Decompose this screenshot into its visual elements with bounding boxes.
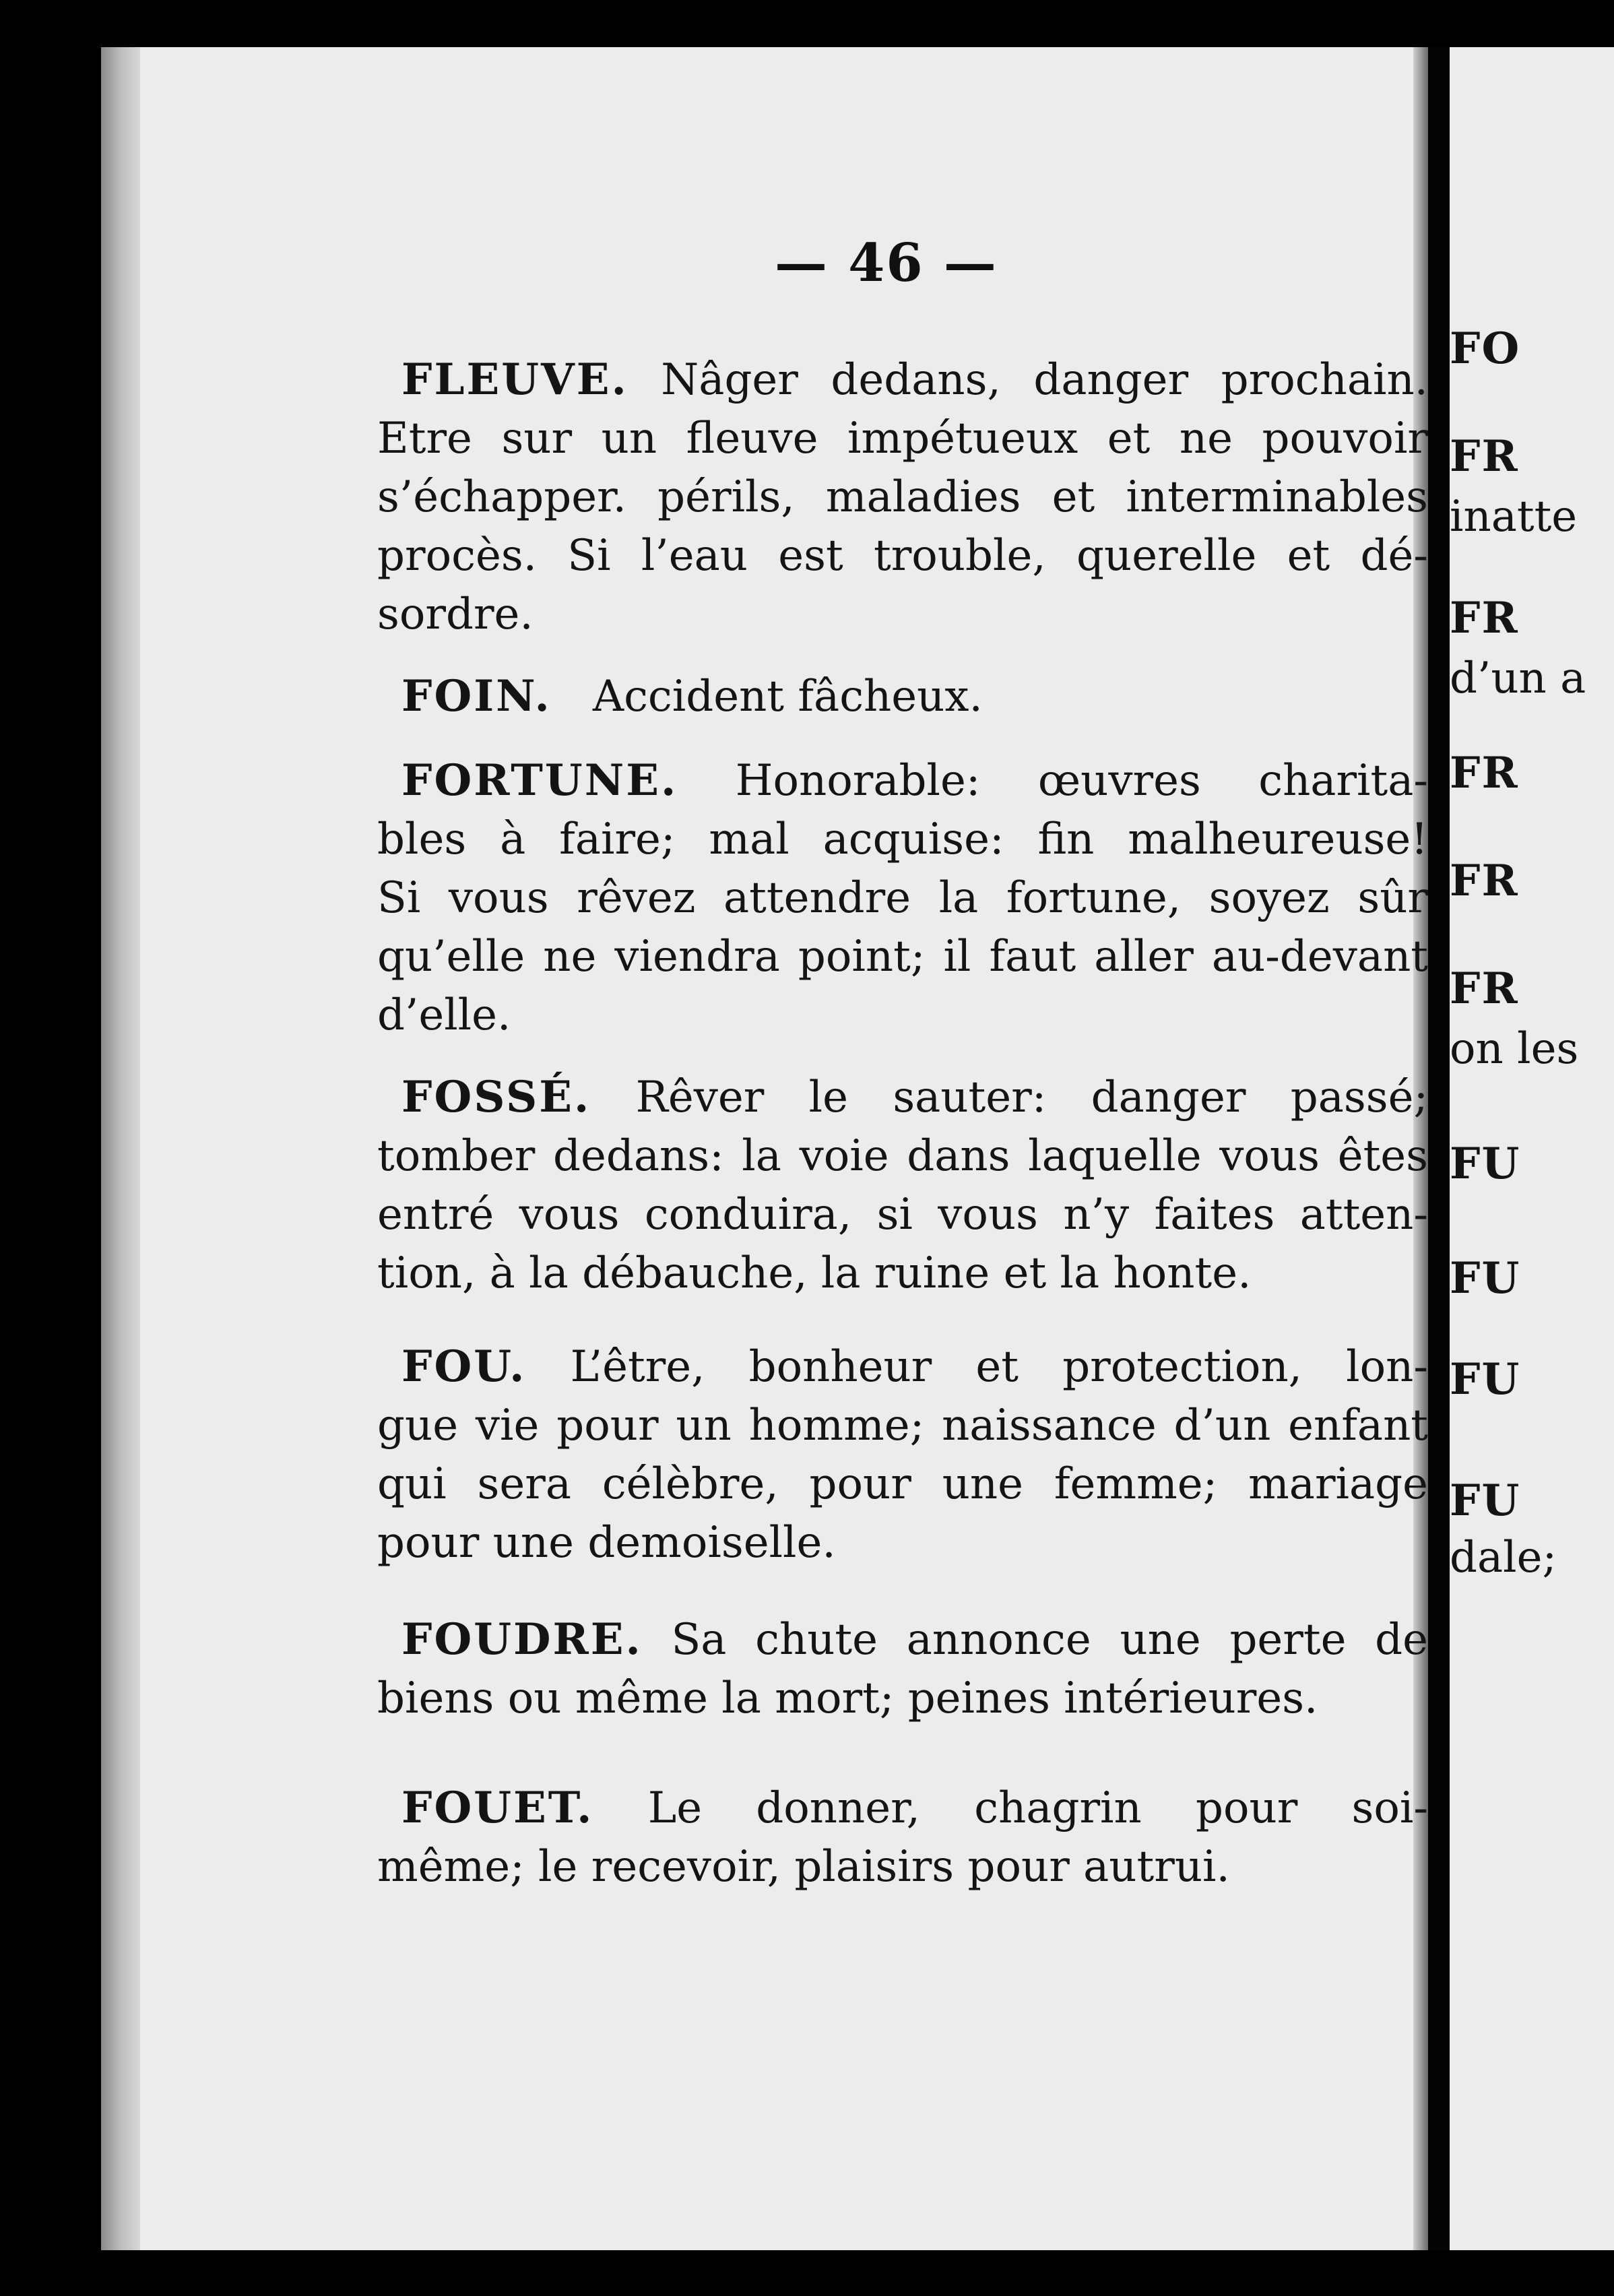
dictionary-entry xyxy=(377,751,1428,1045)
right-page-cropped xyxy=(1450,47,1614,2250)
entry-line: biens ou même la mort; peines intérieures. xyxy=(377,1673,1318,1723)
right-fragment: FR xyxy=(1450,748,1519,798)
right-fragment: FR xyxy=(1450,856,1519,906)
right-fragment: FO xyxy=(1450,323,1521,374)
entry-first-line: Honorable: œuvres charita- xyxy=(735,756,1429,806)
entry-line: pour une demoiselle. xyxy=(377,1518,836,1568)
page-number: — 46 — xyxy=(775,232,998,294)
dictionary-entry xyxy=(377,1337,1428,1572)
right-fragment: FU xyxy=(1450,1139,1521,1189)
dictionary-entry xyxy=(377,667,1428,726)
entry-line: entré vous conduira, si vous n’y faites atten- xyxy=(377,1190,1428,1240)
right-fragment: inatte xyxy=(1450,492,1578,542)
entry-headword: FOUDRE. xyxy=(401,1614,643,1665)
entry-headword: FOU. xyxy=(401,1341,527,1392)
entry-first-line: Rêver le sauter: danger passé; xyxy=(635,1073,1429,1122)
entry-first-line: Nâger dedans, danger prochain. xyxy=(661,355,1429,405)
entry-first-line: Accident fâcheux. xyxy=(592,672,983,722)
entry-line: d’elle. xyxy=(377,990,511,1040)
right-fragment: FU xyxy=(1450,1354,1521,1405)
entry-line: Si vous rêvez attendre la fortune, soyez sûr xyxy=(377,873,1428,923)
entry-headword: FORTUNE. xyxy=(401,755,678,806)
dictionary-entry xyxy=(377,350,1428,644)
entry-headword: FOIN. xyxy=(401,671,552,722)
entry-headword: FOSSÉ. xyxy=(401,1072,591,1122)
right-fragment: on les xyxy=(1450,1024,1579,1074)
entry-line: s’échapper. périls, maladies et interminables xyxy=(377,472,1428,522)
entry-line: tomber dedans: la voie dans laquelle vous êtes xyxy=(377,1131,1428,1181)
entry-line: tion, à la débauche, la ruine et la honte. xyxy=(377,1248,1252,1298)
right-fragment: FR xyxy=(1450,431,1519,482)
dictionary-entry xyxy=(377,1610,1428,1728)
dictionary-entry xyxy=(377,1068,1428,1303)
right-fragment: FR xyxy=(1450,593,1519,643)
entry-line: gue vie pour un homme; naissance d’un enfant xyxy=(377,1401,1428,1450)
right-fragment: FU xyxy=(1450,1475,1521,1526)
entry-line: bles à faire; mal acquise: fin malheureuse! xyxy=(377,815,1428,864)
dictionary-entry xyxy=(377,1779,1428,1896)
entry-line: même; le recevoir, plaisirs pour autrui. xyxy=(377,1842,1230,1892)
entry-headword: FLEUVE. xyxy=(401,354,628,405)
entry-first-line: Le donner, chagrin pour soi- xyxy=(647,1783,1429,1833)
entry-line: Etre sur un fleuve impétueux et ne pouvoir xyxy=(377,414,1428,464)
entry-line: procès. Si l’eau est trouble, querelle et dé- xyxy=(377,531,1428,581)
entry-line: sordre. xyxy=(377,589,534,639)
right-fragment: d’un a xyxy=(1450,653,1586,703)
entry-first-line: Sa chute annonce une perte de xyxy=(671,1615,1428,1665)
right-fragment: dale; xyxy=(1450,1533,1557,1583)
entry-line: qu’elle ne viendra point; il faut aller au-devant xyxy=(377,932,1428,982)
right-fragment: FR xyxy=(1450,963,1519,1014)
entry-line: qui sera célèbre, pour une femme; mariage xyxy=(377,1459,1428,1509)
right-fragment: FU xyxy=(1450,1253,1521,1304)
page-divider xyxy=(1428,47,1450,2250)
entry-first-line: L’être, bonheur et protection, lon- xyxy=(570,1342,1429,1392)
page-edge xyxy=(101,47,140,2250)
entry-headword: FOUET. xyxy=(401,1783,594,1833)
